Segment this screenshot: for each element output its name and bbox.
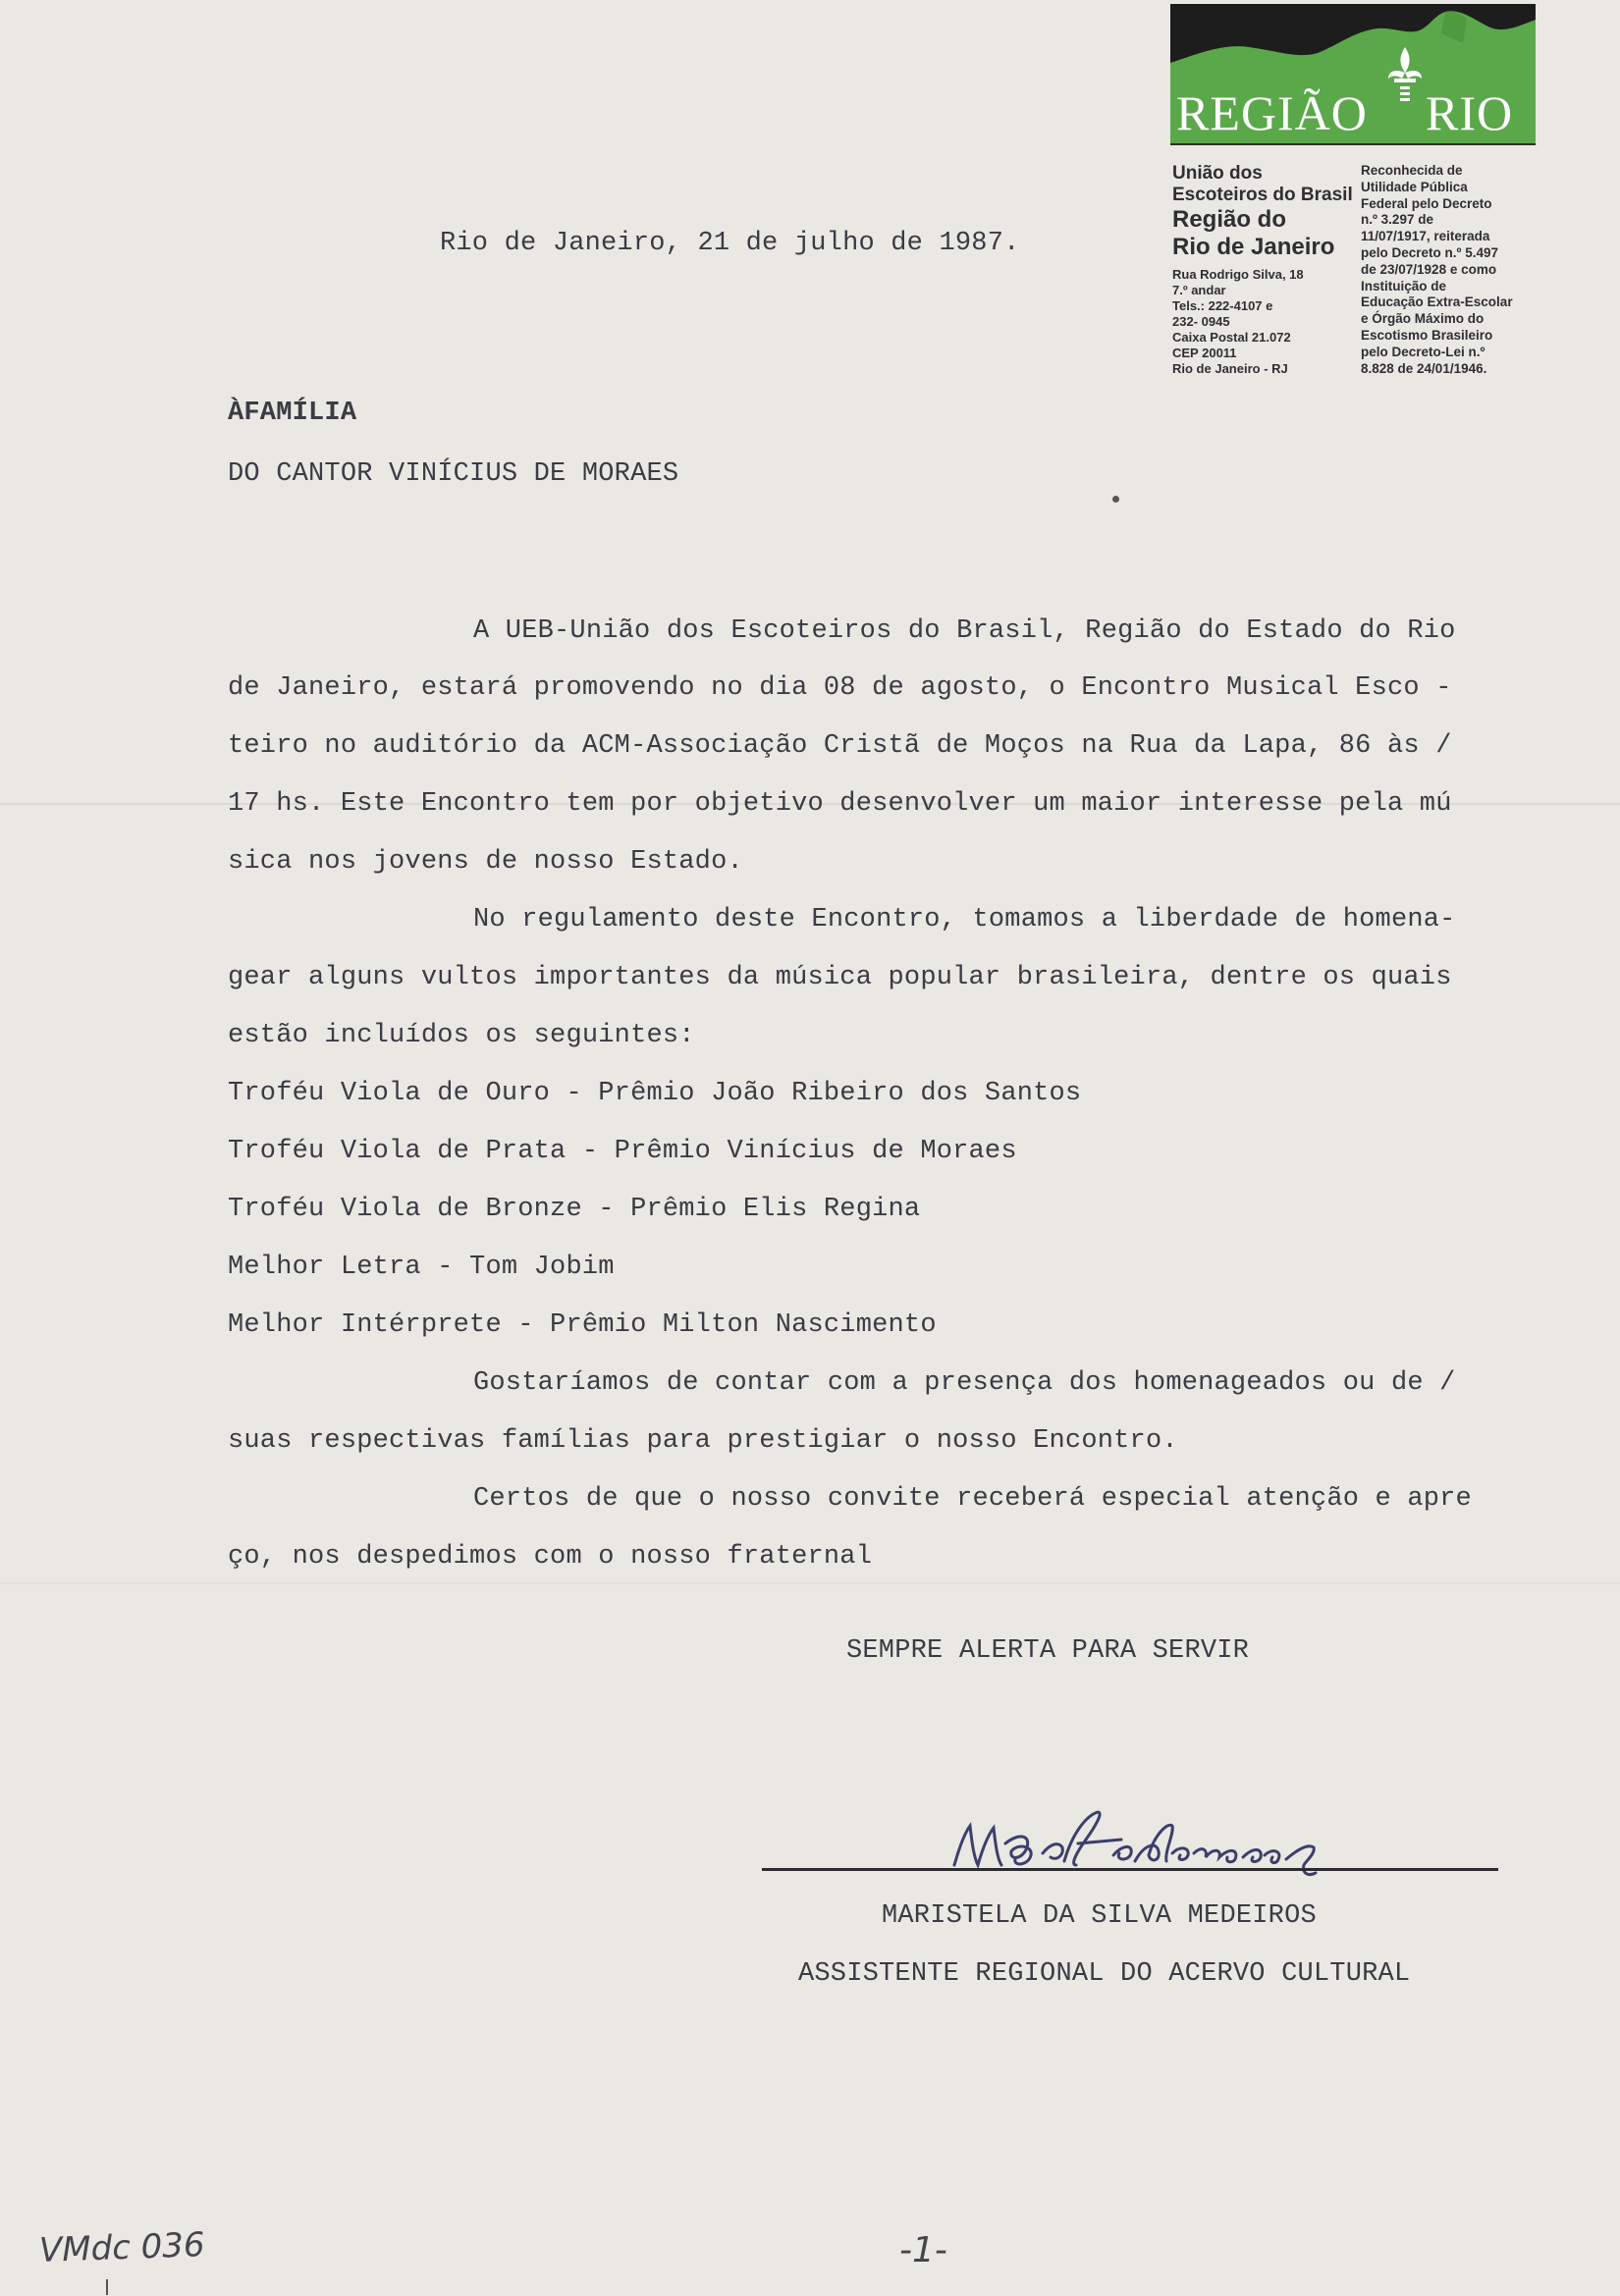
award-line: Troféu Viola de Ouro - Prêmio João Ribeiro dos Santos <box>228 1079 1082 1108</box>
body-line: Gostaríamos de contar com a presença dos homenageados ou de / <box>473 1368 1456 1398</box>
recognition-line: Federal pelo Decreto <box>1361 195 1492 211</box>
handwritten-signature <box>948 1804 1420 1883</box>
address-line: 232- 0945 <box>1172 314 1230 329</box>
org-line: Escoteiros do Brasil <box>1172 185 1353 205</box>
recognition-line: pelo Decreto-Lei n.º <box>1361 344 1485 359</box>
signer-title: ASSISTENTE REGIONAL DO ACERVO CULTURAL <box>798 1959 1411 1989</box>
regiao-rio-logo <box>1170 4 1536 145</box>
recipient-line: ÀFAMÍLIA <box>228 399 357 428</box>
award-line: Troféu Viola de Bronze - Prêmio Elis Regina <box>228 1195 921 1224</box>
recognition-line: Utilidade Pública <box>1361 179 1468 194</box>
award-line: Troféu Viola de Prata - Prêmio Vinícius de Moraes <box>228 1137 1017 1166</box>
body-line: A UEB-União dos Escoteiros do Brasil, Região do Estado do Rio <box>473 616 1456 646</box>
body-line: suas respectivas famílias para prestigiar o nosso Encontro. <box>228 1426 1178 1456</box>
body-line: Certos de que o nosso convite receberá especial atenção e apre <box>473 1484 1472 1514</box>
recognition-line: de 23/07/1928 e como <box>1361 261 1497 277</box>
recognition-line: 11/07/1917, reiterada <box>1361 229 1490 244</box>
body-line: teiro no auditório da ACM-Associação Cristã de Moços na Rua da Lapa, 86 às / <box>228 731 1452 761</box>
signer-name: MARISTELA DA SILVA MEDEIROS <box>882 1901 1317 1931</box>
archive-code: VMdc 036 <box>38 2225 206 2270</box>
letterhead-recognition <box>1361 163 1538 377</box>
scout-fleur-de-lis-icon <box>1384 45 1426 108</box>
margin-tick <box>106 2279 108 2295</box>
recognition-line: n.º 3.297 de <box>1361 212 1433 228</box>
body-line: No regulamento deste Encontro, tomamos a liberdade de homena- <box>473 905 1456 934</box>
recognition-line: 8.828 de 24/01/1946. <box>1361 360 1487 376</box>
body-line: de Janeiro, estará promovendo no dia 08 de agosto, o Encontro Musical Esco - <box>228 673 1452 703</box>
body-line: sica nos jovens de nosso Estado. <box>228 847 743 877</box>
address-line: Rua Rodrigo Silva, 18 <box>1172 267 1304 282</box>
region-line: Região do <box>1172 206 1287 233</box>
paper-crease <box>0 1582 1620 1584</box>
letter-date: Rio de Janeiro, 21 de julho de 1987. <box>440 229 1020 258</box>
award-line: Melhor Letra - Tom Jobim <box>228 1253 615 1282</box>
recognition-line: Educação Extra-Escolar <box>1361 294 1513 310</box>
recognition-line: pelo Decreto n.º 5.497 <box>1361 244 1498 260</box>
recipient-line: DO CANTOR VINÍCIUS DE MORAES <box>228 459 679 489</box>
region-line: Rio de Janeiro <box>1172 234 1335 260</box>
logo-text-regiao: REGIÃO <box>1176 85 1368 140</box>
page-number: -1- <box>899 2230 947 2270</box>
recognition-line: Escotismo Brasileiro <box>1361 327 1493 343</box>
logo-text-rio: RIO <box>1426 85 1514 140</box>
address-line: Rio de Janeiro - RJ <box>1172 361 1288 376</box>
award-line: Melhor Intérprete - Prêmio Milton Nascimento <box>228 1310 937 1340</box>
body-line: 17 hs. Este Encontro tem por objetivo desenvolver um maior interesse pela mú <box>228 789 1452 819</box>
closing-motto: SEMPRE ALERTA PARA SERVIR <box>846 1636 1250 1666</box>
letterhead-organization <box>1172 163 1359 377</box>
body-line: ço, nos despedimos com o nosso fraternal <box>228 1542 873 1572</box>
org-line: União dos <box>1172 163 1263 184</box>
signature-line <box>762 1868 1498 1871</box>
address-line: CEP 20011 <box>1172 346 1237 360</box>
body-line: estão incluídos os seguintes: <box>228 1021 695 1050</box>
logo-divider <box>1170 143 1536 145</box>
address-line: 7.º andar <box>1172 283 1226 297</box>
address-line: Tels.: 222-4107 e <box>1172 298 1273 313</box>
recognition-line: e Órgão Máximo do <box>1361 311 1485 327</box>
recognition-line: Reconhecida de <box>1361 163 1463 178</box>
recognition-line: Instituição de <box>1361 278 1447 294</box>
body-line: gear alguns vultos importantes da música popular brasileira, dentre os quais <box>228 963 1452 992</box>
ink-dot <box>1112 496 1119 503</box>
address-line: Caixa Postal 21.072 <box>1172 330 1291 345</box>
